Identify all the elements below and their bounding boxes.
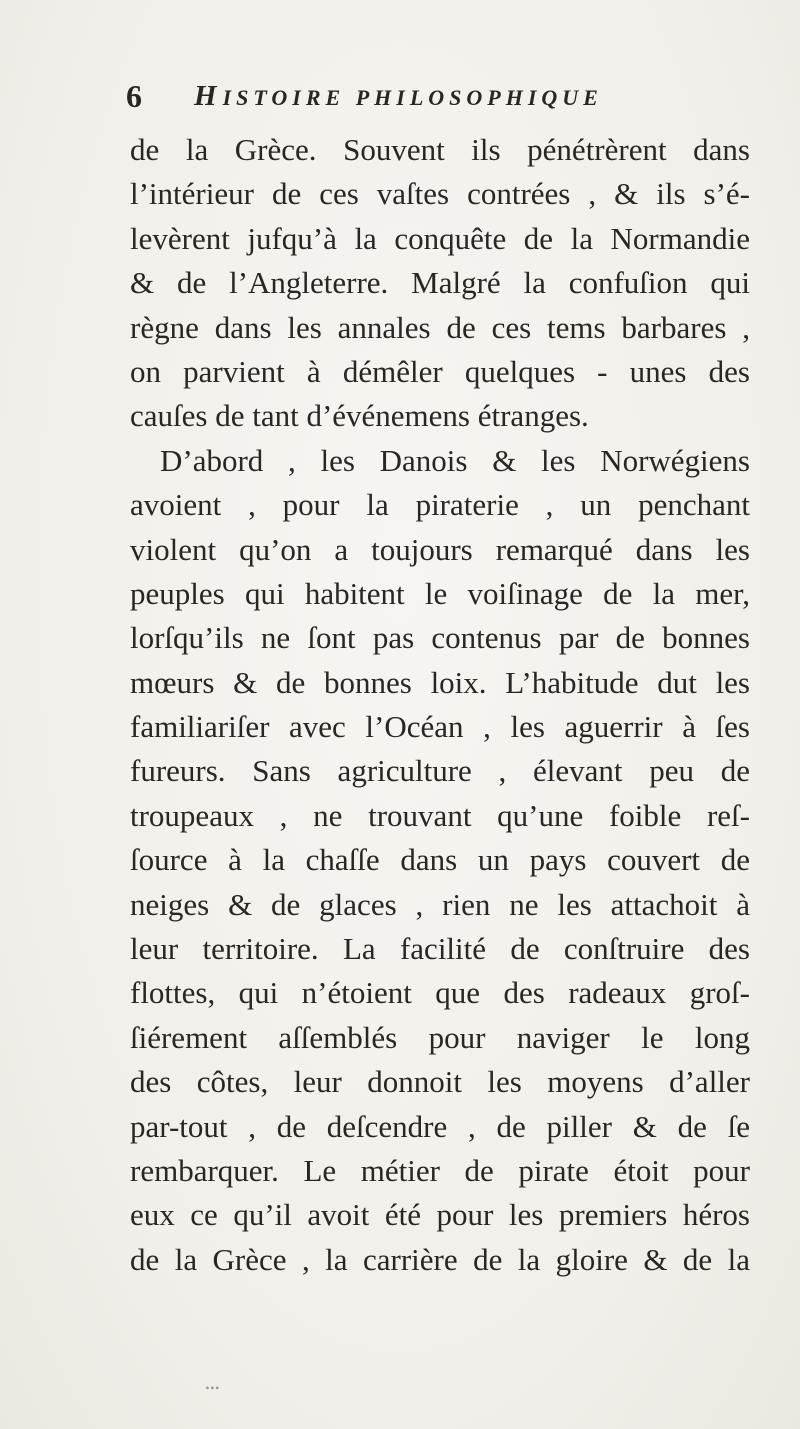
text-line: flottes, qui n’étoient que des radeaux groſ- (130, 975, 750, 1011)
text-line: de la Grèce , la carrière de la gloire & de la (130, 1241, 750, 1277)
text-line: peuples qui habitent le voiſinage de la mer, (130, 575, 750, 611)
running-title-word-2: PHILOSOPHIQUE (355, 85, 603, 110)
text-line: l’intérieur de ces vaſtes contrées , & ils s’é- (130, 176, 750, 212)
text-line: lorſqu’ils ne ſont pas contenus par de bonnes (130, 620, 750, 656)
text-line: des côtes, leur donnoit les moyens d’aller (130, 1064, 750, 1100)
text-line: on parvient à démêler quelques - unes des (130, 353, 750, 389)
text-line: ſource à la chaſſe dans un pays couvert de (130, 842, 750, 878)
text-line: règne dans les annales de ces tems barbares , (130, 309, 750, 345)
text-line: levèrent jufqu’à la conquête de la Normandie (130, 220, 750, 256)
text-line: violent qu’on a toujours remarqué dans les (130, 531, 750, 567)
text-line: ſiérement aſſemblés pour naviger le long (130, 1019, 750, 1055)
text-line: D’abord , les Danois & les Norwégiens (160, 442, 750, 478)
text-line: mœurs & de bonnes loix. L’habitude dut les (130, 664, 750, 700)
running-title-initial: H (194, 80, 223, 112)
page-header (126, 78, 746, 122)
text-line: & de l’Angleterre. Malgré la confuſion qui (130, 265, 750, 301)
text-line: eux ce qu’il avoit été pour les premiers héros (130, 1197, 750, 1233)
text-line: neiges & de glaces , rien ne les attachoit à (130, 886, 750, 922)
text-line: troupeaux , ne trouvant qu’une foible reſ- (130, 797, 750, 833)
running-title-word-1: ISTOIRE (222, 85, 356, 110)
text-line: avoient , pour la piraterie , un penchant (130, 487, 750, 523)
ink-speck: ∙∙∙ (205, 1383, 220, 1394)
text-line: familiariſer avec l’Océan , les aguerrir à ſes (130, 709, 750, 745)
page-number: 6 (126, 78, 142, 114)
text-line: fureurs. Sans agriculture , élevant peu de (130, 753, 750, 789)
text-line: par-tout , de deſcendre , de piller & de ſe (130, 1108, 750, 1144)
text-line: de la Grèce. Souvent ils pénétrèrent dans (130, 132, 750, 167)
text-line: rembarquer. Le métier de pirate étoit pour (130, 1152, 750, 1188)
text-line: cauſes de tant d’événemens étranges. (130, 398, 589, 434)
text-line: leur territoire. La facilité de conſtruire des (130, 931, 750, 967)
body-text (130, 128, 750, 1282)
running-title (194, 80, 603, 113)
